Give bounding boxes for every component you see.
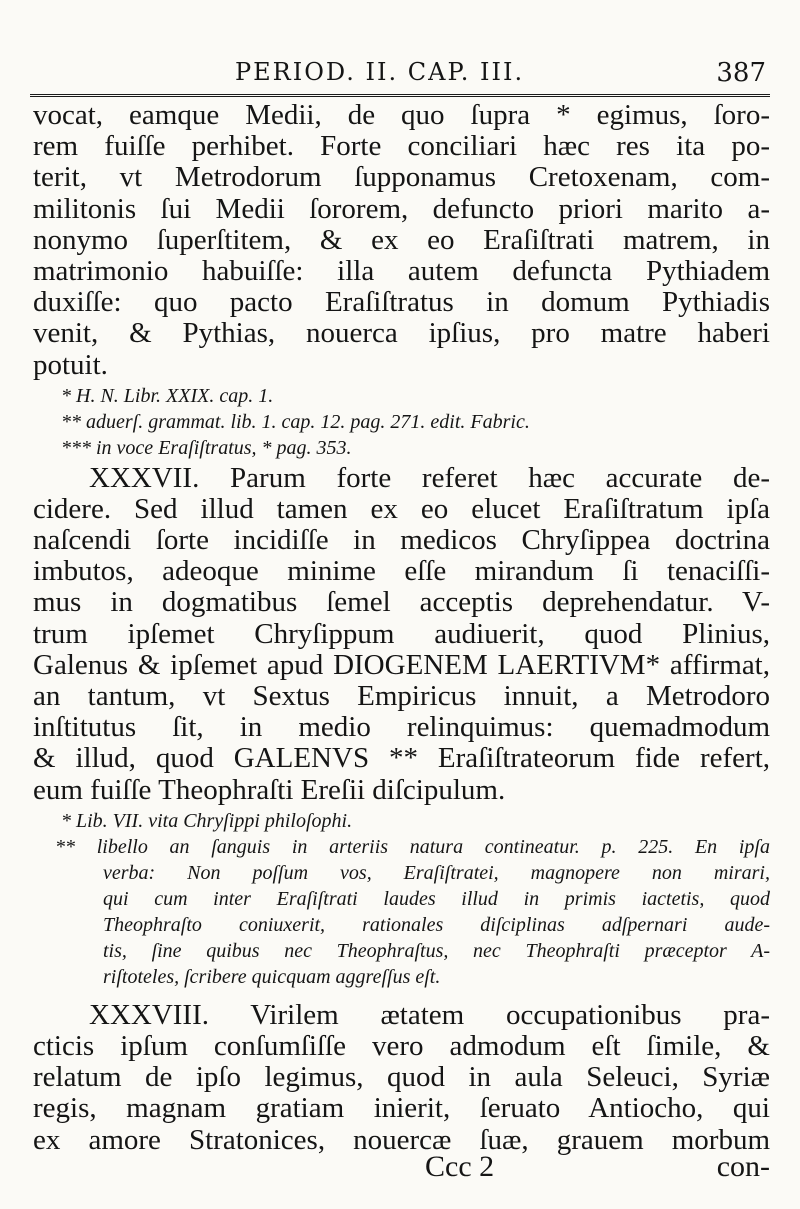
footnote: qui cum inter Eraſiſtrati laudes illud in primis iactetis, quod	[103, 887, 770, 910]
text-line: nonymo ſuperſtitem, & ex eo Eraſiſtrati matrem, in	[33, 224, 770, 256]
text-line: imbutos, adeoque minime eſſe mirandum ſi tenaciſſi-	[33, 556, 770, 588]
text-line: regis, magnam gratiam inierit, ſeruato Antiocho, qui	[33, 1093, 770, 1125]
text-line: terit, vt Metrodorum ſupponamus Cretoxenam, com-	[33, 162, 770, 194]
footnote: * Lib. VII. vita Chryſippi philoſophi.	[61, 809, 353, 832]
text-line: Galenus & ipſemet apud DIOGENEM LAERTIVM* affirmat,	[33, 649, 770, 681]
footnote: Theophraſto coniuxerit, rationales diſciplinas adſpernari aude-	[103, 913, 770, 936]
text-line: rem fuiſſe perhibet. Forte conciliari hæc res ita po-	[33, 131, 770, 163]
paragraph-1	[33, 100, 770, 381]
text-line: mus in dogmatibus ſemel acceptis deprehendatur. V-	[33, 587, 770, 619]
page-number: 387	[716, 58, 766, 88]
text-line: duxiſſe: quo pacto Eraſiſtratus in domum Pythiadis	[33, 287, 770, 319]
text-line: ex amore Stratonices, nouercæ ſuæ, grauem morbum	[33, 1124, 770, 1156]
text-line: an tantum, vt Sextus Empiricus innuit, a Metrodoro	[33, 681, 770, 712]
footnote: *** in voce Eraſiſtratus, * pag. 353.	[61, 436, 352, 459]
catchword: con-	[716, 1150, 770, 1183]
running-head-title: PERIOD. II. CAP. III.	[235, 58, 525, 86]
text-line: eum fuiſſe Theophraſti Ereſii diſcipulum.	[33, 774, 506, 806]
header-rule	[30, 94, 770, 97]
text-line: cticis ipſum conſumſiſſe vero admodum eſt ſimile, &	[33, 1030, 770, 1062]
text-line: cidere. Sed illud tamen ex eo elucet Eraſiſtratum ipſa	[33, 493, 770, 525]
text-line: trum ipſemet Chryſippum audiuerit, quod Plinius,	[33, 618, 770, 650]
page-footer	[30, 1150, 770, 1186]
footnote: riſtoteles, ſcribere quicquam aggreſſus eſt.	[103, 965, 441, 988]
footnote: ** libello an ſanguis in arteriis natura contineatur. p. 225. En ipſa	[55, 835, 770, 858]
paragraph-3	[33, 1000, 770, 1156]
footnote: ** aduerſ. grammat. lib. 1. cap. 12. pag. 271. edit. Fabric.	[61, 410, 530, 433]
running-head	[30, 58, 772, 94]
signature-mark: Ccc 2	[425, 1150, 495, 1183]
body-text	[33, 100, 770, 1156]
spacer	[33, 992, 770, 1000]
footnote: tis, ſine quibus nec Theophraſtus, nec Theophraſti præceptor A-	[103, 939, 770, 962]
text-line: relatum de ipſo legimus, quod in aula Seleuci, Syriæ	[33, 1062, 770, 1094]
text-line: inſtitutus ſit, in medio relinquimus: quemadmodum	[33, 712, 770, 744]
text-line: militonis ſui Medii ſororem, defuncto priori marito a-	[33, 193, 770, 225]
paragraph-2	[33, 463, 770, 806]
text-line: matrimonio habuiſſe: illa autem defuncta Pythiadem	[33, 255, 770, 287]
footnote: * H. N. Libr. XXIX. cap. 1.	[61, 384, 274, 407]
footnotes-1	[33, 383, 770, 461]
text-line: vocat, eamque Medii, de quo ſupra * egimus, ſoro-	[33, 100, 770, 131]
text-line: XXXVIII. Virilem ætatem occupationibus pra-	[89, 999, 770, 1031]
text-line: potuit.	[33, 349, 108, 381]
text-line: & illud, quod GALENVS ** Eraſiſtrateorum fide refert,	[33, 743, 770, 775]
text-line: venit, & Pythias, nouerca ipſius, pro matre haberi	[33, 318, 770, 350]
footnotes-2	[33, 808, 770, 990]
text-line: XXXVII. Parum forte referet hæc accurate de-	[89, 462, 770, 494]
footnote: verba: Non poſſum vos, Eraſiſtratei, magnopere non mirari,	[103, 861, 770, 884]
text-line: naſcendi ſorte incidiſſe in medicos Chryſippea doctrina	[33, 525, 770, 557]
